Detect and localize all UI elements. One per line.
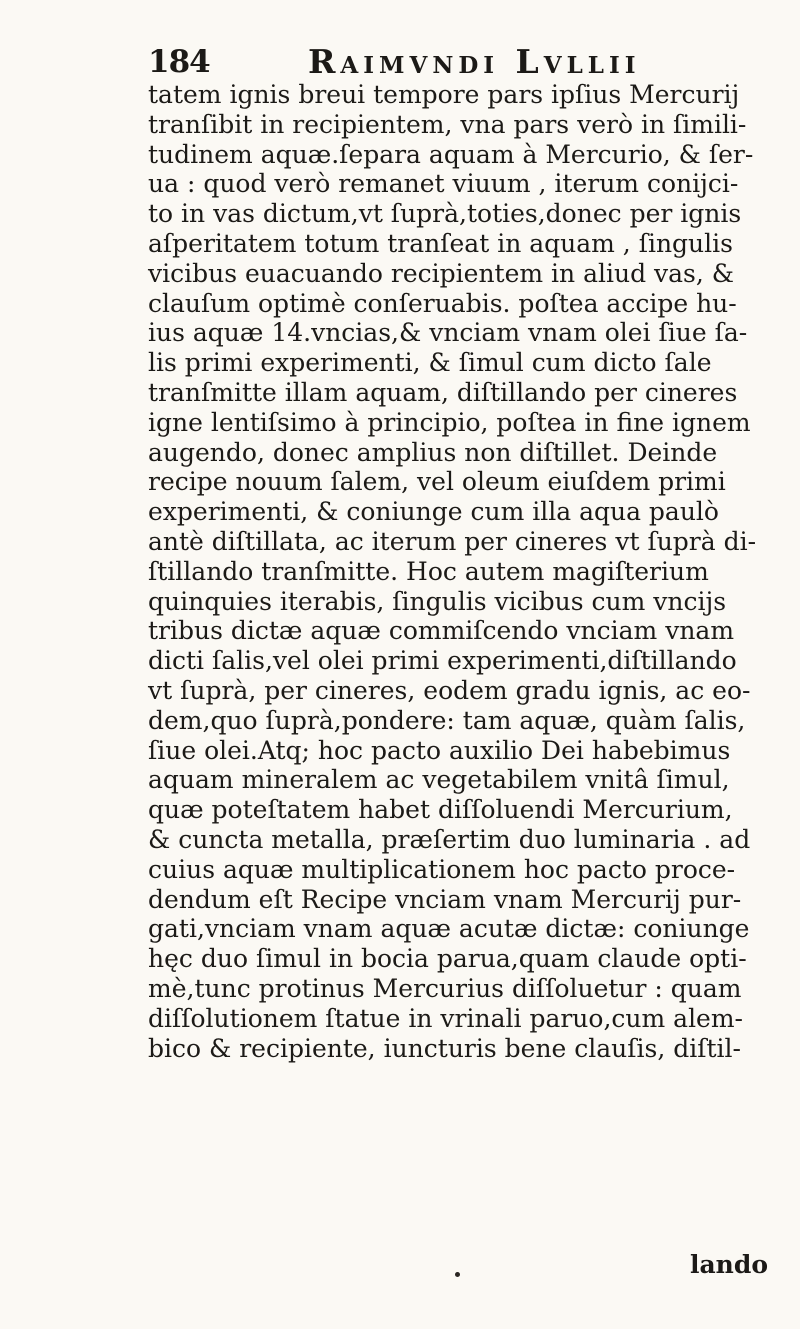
text-line: gati,vnciam vnam aquæ acutæ dictæ: coniunge bbox=[148, 914, 750, 944]
text-line: quæ poteſtatem habet diſſoluendi Mercurium, bbox=[148, 795, 733, 825]
running-head: Raimvndi Lvllii bbox=[308, 42, 641, 81]
text-line: ua : quod verò remanet viuum , iterum conijci- bbox=[148, 169, 739, 199]
text-line: tranſibit in recipientem, vna pars verò in ſimili- bbox=[148, 109, 747, 139]
text-line: lis primi experimenti, & ſimul cum dicto ſale bbox=[148, 348, 712, 378]
text-line: tudinem aquæ.ſepara aquam à Mercurio, & ſer- bbox=[148, 139, 754, 169]
text-line: vicibus euacuando recipientem in aliud vas, & bbox=[148, 258, 735, 288]
text-line: bico & recipiente, iuncturis bene clauſis, diſtil- bbox=[148, 1033, 741, 1063]
text-line: tribus dictæ aquæ commiſcendo vnciam vnam bbox=[148, 616, 735, 646]
text-line: & cuncta metalla, præſertim duo luminaria . ad bbox=[148, 824, 751, 854]
text-line: ius aquæ 14.vncias,& vnciam vnam olei ſiue ſa- bbox=[148, 318, 748, 348]
text-line: vt ſuprà, per cineres, eodem gradu ignis, ac eo- bbox=[148, 675, 751, 705]
text-line: dicti ſalis,vel olei primi experimenti,diſtillando bbox=[148, 646, 737, 676]
text-line: quinquies iterabis, ſingulis vicibus cum vncijs bbox=[148, 586, 727, 616]
text-line: diſſolutionem ſtatue in vrinali paruo,cum alem- bbox=[148, 1003, 744, 1033]
body-text bbox=[148, 80, 768, 1063]
text-line: antè diſtillata, ac iterum per cineres vt ſuprà di- bbox=[148, 526, 757, 556]
text-line: clauſum optimè conſeruabis. poſtea accipe hu- bbox=[148, 288, 737, 318]
text-line: aſperitatem totum tranſeat in aquam , ſingulis bbox=[148, 228, 733, 258]
text-line: to in vas dictum,vt ſuprà,toties,donec per ignis bbox=[148, 199, 742, 229]
text-line: ſtillando tranſmitte. Hoc autem magiſterium bbox=[148, 556, 709, 586]
text-line: aquam mineralem ac vegetabilem vnitâ ſimul, bbox=[148, 765, 730, 795]
text-line: hęc duo ſimul in bocia parua,quam claude opti- bbox=[148, 944, 747, 974]
text-line: mè,tunc protinus Mercurius diſſoluetur : quam bbox=[148, 973, 742, 1003]
catchword: lando bbox=[689, 1250, 768, 1279]
text-line: tatem ignis breui tempore pars ipſius Mercurij bbox=[148, 80, 740, 109]
text-line: recipe nouum ſalem, vel oleum eiuſdem primi bbox=[148, 467, 726, 497]
text-line: tranſmitte illam aquam, diſtillando per cineres bbox=[148, 377, 738, 407]
ink-speck bbox=[455, 1272, 460, 1277]
text-line: ſiue olei.Atq; hoc pacto auxilio Dei habebimus bbox=[148, 735, 731, 765]
page-header bbox=[148, 42, 708, 82]
text-line: augendo, donec amplius non diſtillet. Deinde bbox=[148, 437, 718, 467]
text-line: experimenti, & coniunge cum illa aqua paulò bbox=[148, 497, 719, 527]
text-line: dem,quo ſuprà,pondere: tam aquæ, quàm ſalis, bbox=[148, 705, 746, 735]
text-line: cuius aquæ multiplicationem hoc pacto proce- bbox=[148, 854, 736, 884]
text-line: igne lentiſsimo à principio, poſtea in fine ignem bbox=[148, 407, 751, 437]
page-number: 184 bbox=[148, 44, 210, 80]
text-line: dendum eſt Recipe vnciam vnam Mercurij pur- bbox=[148, 884, 742, 914]
